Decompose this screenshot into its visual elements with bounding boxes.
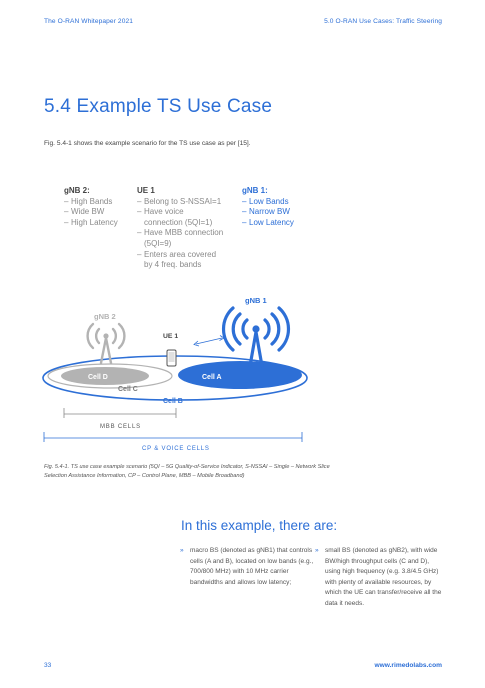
- ue1-legend-line: connection (5QI=1): [144, 217, 213, 227]
- website-link[interactable]: www.rimedolabs.com: [374, 662, 442, 669]
- cell-a-label: Cell A: [202, 374, 222, 381]
- gnb1-legend: [242, 186, 294, 228]
- ue1-legend-line: by 4 freq. bands: [144, 260, 202, 270]
- intro-text: Fig. 5.4-1 shows the example scenario for the TS use case as per [15].: [44, 140, 251, 147]
- ue-gnb1-link-arrow: [194, 336, 224, 347]
- gnb2-legend-item: – High Latency: [64, 218, 118, 229]
- ue1-legend-item: – Belong to S-NSSAI=1: [137, 197, 257, 208]
- gnb2-legend-item: – Wide BW: [64, 207, 118, 218]
- cell-c-label: Cell C: [118, 386, 138, 393]
- gnb1-legend-item: – Low Bands: [242, 197, 294, 208]
- gnb1-legend-item: – Low Latency: [242, 218, 294, 229]
- ue1-legend-line: – Have MBB connection: [144, 228, 224, 238]
- section-title: 5.4 Example TS Use Case: [44, 96, 273, 117]
- page-number: 33: [44, 662, 52, 669]
- summary-title: In this example, there are:: [181, 518, 338, 533]
- gnb1-tower-icon: [224, 308, 289, 366]
- gnb2-legend-title: gNB 2:: [64, 186, 90, 195]
- figure-caption: Fig. 5.4-1. TS use case example scenario (5QI – 5G Quality-of-Service Indicator, S-NSSAI – Single – Network Slice Selection Assistance Information, CP – Control Plane, MBB – Mobile Broadband): [44, 464, 330, 479]
- header-section: 5.0 O-RAN Use Cases: Traffic Steering: [324, 18, 442, 25]
- gnb2-legend-item: – High Bands: [64, 197, 118, 208]
- ue-phone-icon: [167, 350, 176, 366]
- bullet-marker: »: [315, 547, 319, 554]
- ue1-legend-line: – Enters area covered: [144, 249, 217, 259]
- gnb2-label: gNB 2: [94, 312, 116, 321]
- ue1-legend-item: [137, 250, 257, 271]
- gnb1-legend-item: – Narrow BW: [242, 207, 294, 218]
- gnb1-legend-title: gNB 1:: [242, 186, 268, 195]
- mbb-label: MBB CELLS: [100, 424, 141, 430]
- summary-bullet-text: small BS (denoted as gNB2), with wide BW/high throughput cells (C and D), using high frequency (e.g. 3.8/4.5 GHz) with plenty of available resources, by which the UE can transfer/receive all the data it needs.: [325, 547, 442, 607]
- bullet-marker: »: [180, 547, 184, 554]
- mbb-bracket: [64, 408, 176, 418]
- summary-bullet-small: [315, 546, 445, 610]
- header-title: The O-RAN Whitepaper 2021: [44, 18, 133, 25]
- ue-label: UE 1: [163, 333, 179, 340]
- ts-scenario-diagram: [0, 288, 485, 458]
- ue1-legend-title: UE 1: [137, 186, 155, 195]
- cell-b-label: Cell B: [163, 398, 183, 405]
- cp-voice-bracket: [44, 432, 302, 442]
- cell-d-label: Cell D: [88, 374, 108, 381]
- gnb2-legend: [64, 186, 118, 228]
- gnb1-label: gNB 1: [245, 296, 267, 305]
- ue1-legend-item: [137, 228, 257, 249]
- cp-voice-label: CP & VOICE CELLS: [142, 446, 210, 452]
- gnb2-tower-icon: [88, 324, 125, 363]
- ue1-legend-line: (5QI=9): [144, 238, 172, 248]
- ue1-legend-line: – Have voice: [144, 207, 184, 217]
- summary-bullet-macro: [180, 546, 318, 588]
- ue1-legend: [137, 186, 257, 271]
- cell-a-ellipse: [178, 361, 302, 389]
- summary-bullet-text: macro BS (denoted as gNB1) that controls cells (A and B), located on low bands (e.g., 700/800 MHz) with 10 MHz carrier bandwidths and allows low latency;: [190, 547, 314, 586]
- ue1-legend-item: [137, 207, 257, 228]
